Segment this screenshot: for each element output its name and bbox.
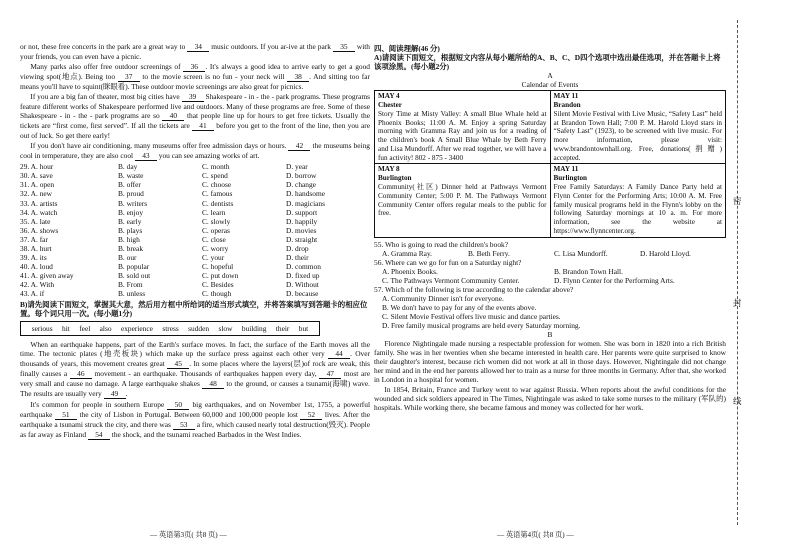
paragraph-text: with your friends, you can even have a picnic.	[20, 42, 370, 62]
question-option-a: 38. A. hurt	[20, 243, 52, 253]
paragraph-text: . Over thousands of years, this movement creates great	[20, 348, 370, 368]
question-option: D. fixed up	[286, 270, 320, 280]
question-option: D. change	[286, 180, 316, 190]
event-cell	[375, 164, 551, 237]
question-option-a: 36. A. shows	[20, 225, 59, 235]
question-option: C. worry	[202, 243, 229, 253]
question-option: B. plays	[118, 225, 143, 235]
paragraph-text: that people line up for hours to get free tickets. Usually the tickets are “first come, first served”. If all the tickets are	[20, 111, 370, 131]
paragraph-text: Many parks also offer free outdoor screenings of	[30, 62, 184, 72]
cloze-paragraph-4	[20, 141, 370, 161]
event-date: MAY 4	[378, 92, 400, 101]
blank-number: 50	[167, 400, 189, 410]
question-option: C. learn	[202, 207, 226, 217]
paragraph-text: Shakespeare - in - the - park programs. These programs feature different works of Shakespeare performed live and outdoors. Many of these programs are free. Some of these Shakespeare - in - the - park programs are so	[20, 92, 370, 121]
cloze-paragraph-1	[20, 42, 370, 61]
paragraph-text: If you don't have air conditioning, many museums offer free admission days or hours.	[30, 141, 289, 151]
question-55: 55. Who is going to read the children's book?	[374, 239, 508, 249]
paragraph-text: big earthquakes, and on November 1st, 1755, a powerful earthquake	[20, 400, 370, 420]
paragraph-text: the museums being cool in temperature, they are also cool	[20, 141, 370, 161]
question-option-a: 43. A. if	[20, 288, 45, 298]
paragraph-text: a fire, which caused nearly total destruction(毁灭). People as far away as Finland	[20, 420, 370, 440]
paragraph-text: the shock, and the tsunami reached Barbados in the West Indies.	[109, 430, 302, 440]
section-b-title: B)请先阅读下面短文，掌握其大意，然后用方框中所给词的适当形式填空，并将答案填写到答题卡的相应位置。每个词只用一次。(每小题1分)	[20, 299, 368, 318]
blank-number: 39	[182, 92, 204, 102]
paragraph-text: . In some places where the layers(层)of rock are weak, this finally causes a	[20, 359, 370, 379]
question-option: C. operas	[202, 225, 230, 235]
question-option: C. choose	[202, 180, 232, 190]
option: D. Flynn Center for the Performing Arts.	[554, 275, 675, 285]
question-option-a: 37. A. far	[20, 234, 48, 244]
blank-number: 47	[319, 369, 341, 379]
question-option: B. unless	[118, 288, 146, 298]
event-text: Community(社区) Dinner held at Pathways Vermont Community Center; 5:00 P. M. The Pathways Vermont Community Center offers regular meals to the public for free.	[378, 182, 547, 218]
word-box-item: also	[99, 323, 112, 333]
blank-number: 42	[288, 141, 310, 151]
option: D. Harold Lloyd.	[640, 248, 691, 258]
event-cell	[550, 164, 726, 237]
question-55-options	[374, 249, 726, 258]
seal-line	[737, 20, 738, 525]
word-box-item: serious	[31, 323, 53, 333]
blank-number: 41	[192, 121, 214, 131]
seal-char-3: 线	[733, 396, 742, 406]
reading-instruction: A)请阅读下面短文，根据短文内容从每小题所给的A、B、C、D四个选项中选出最佳选项，并在答题卡上将该项涂黑。(每小题2分)	[374, 53, 721, 72]
question-option: D. common	[286, 261, 321, 271]
event-cell	[375, 91, 551, 164]
question-option: B. proud	[118, 189, 144, 199]
blank-number: 53	[173, 420, 195, 430]
option: C. Lisa Mundorff.	[554, 248, 608, 258]
blank-number: 34	[187, 42, 209, 52]
question-option: C. your	[202, 252, 225, 262]
option: A. Community Dinner isn't for everyone.	[382, 293, 504, 303]
option: B. Brandon Town Hall.	[554, 266, 623, 276]
blank-number: 49	[104, 389, 126, 399]
question-option: B. writers	[118, 198, 148, 208]
question-option: B. offer	[118, 180, 141, 190]
paragraph-text: When an earthquake happens, part of the Earth's surface moves. In fact, the surface of the Earth moves all the time. The tectonic plates (地壳板块) which make up the surface press against each other very	[20, 339, 370, 358]
event-place: Burlington	[378, 174, 412, 183]
question-grid	[20, 162, 370, 297]
word-box-item: feel	[79, 323, 91, 333]
question-option-a: 32. A. new	[20, 189, 53, 199]
question-option: C. close	[202, 234, 226, 244]
blank-number: 45	[167, 359, 189, 369]
question-option: C. famous	[202, 189, 233, 199]
blank-number: 44	[328, 349, 350, 359]
event-date: MAY 11	[553, 165, 579, 174]
paragraph-text: . And sitting too far means you'll have to squint(眯眼看). These outdoor movie screenings are also great for picnics.	[20, 72, 371, 92]
question-option: D. Without	[286, 279, 319, 289]
left-page	[20, 42, 370, 546]
question-option: D. movies	[286, 225, 317, 235]
question-option: C. slowly	[202, 216, 231, 226]
question-option: C. spend	[202, 171, 228, 181]
calendar-table	[374, 90, 726, 238]
word-box-item: experience	[120, 323, 153, 333]
question-option: C. Besides	[202, 279, 234, 289]
option: B. Beth Ferry.	[468, 248, 510, 258]
paragraph-text: you can see amazing works of art.	[156, 151, 260, 161]
question-option: D. because	[286, 288, 319, 298]
question-option-a: 39. A. its	[20, 252, 47, 262]
option: D. Free family musical programs are held every Saturday morning.	[382, 320, 581, 330]
question-option: B. sold out	[118, 270, 151, 280]
seal-char-2: 封	[733, 298, 742, 308]
paragraph-text: movement - an earthquake. Thousands of earthquakes happen every day,	[91, 369, 320, 379]
option: A. Phoenix Books.	[382, 266, 438, 276]
right-page	[374, 44, 726, 546]
question-option: D. handsome	[286, 189, 325, 199]
event-text: Story Time at Misty Valley: A small Blue Whale held at Phoenix Books; 11:00 A. M. Enjoy a spring Saturday morning with Gramma Ray and join us for a reading of the children's book A Small Blue Whale by Beth Ferry and Lisa Mundorff. After we read together, we will have a fun activity! 802 - 875 - 3400	[378, 109, 547, 162]
paragraph-text: to the ground, or causes a tsunami(海啸) wave. The results are usually very	[20, 379, 370, 399]
paragraph-text: to the movie screen is no fun - your neck will	[139, 72, 288, 82]
blank-number: 40	[162, 111, 184, 121]
question-option: D. support	[286, 207, 318, 217]
question-option-a: 35. A. late	[20, 216, 51, 226]
option: C. The Pathways Vermont Community Center.	[382, 275, 520, 285]
blank-number: 35	[333, 42, 355, 52]
seal-char-1: 密	[733, 196, 742, 206]
event-date: MAY 11	[553, 92, 579, 101]
paragraph-text: It's common for people in southern Europe	[30, 400, 168, 410]
question-option: D. drop	[286, 243, 309, 253]
event-text: Free Family Saturdays: A Family Dance Party held at Flynn Center for the Performing Arts; 10:00 A. M. Free family musical programs held in the Flynn's lobby on the following Saturday mornings at 10 a. m. For more information, see the website at https://www.flynncenter.org.	[553, 182, 722, 235]
paragraph-text: music outdoors. If you ar-ive at the park	[209, 42, 333, 51]
question-option: C. though	[202, 288, 232, 298]
event-cell	[550, 91, 726, 164]
reading-section-title: 四、阅读理解(46 分)	[374, 44, 440, 53]
option: B. We don't have to pay for any of the events above.	[382, 302, 537, 312]
word-box-item: but	[298, 323, 309, 333]
question-option: C. put down	[202, 270, 239, 280]
event-place: Brandon	[553, 100, 581, 109]
question-option: D. year	[286, 162, 308, 172]
paragraph-text: . It's always a good idea to arrive early to get a good viewing spot(地点). Being too	[20, 62, 370, 82]
event-place: Chester	[378, 100, 402, 109]
paragraph-text: or not, these free concerts in the park are a great way to	[20, 42, 188, 51]
question-option: D. straight	[286, 234, 318, 244]
question-option: B. our	[118, 252, 137, 262]
question-option: B. enjoy	[118, 207, 144, 217]
paragraph-text: most are very small and cause no damage. A large earthquake shakes	[20, 369, 370, 389]
blank-number: 46	[70, 369, 92, 379]
word-box-item: stress	[162, 323, 179, 333]
question-56: 56. Where can we go for fun on a Saturday night?	[374, 257, 522, 267]
blank-number: 36	[183, 62, 205, 72]
paragraph-text: before you get to the front of the line, then you are out of luck. So get there early!	[20, 121, 370, 141]
cloze-paragraph-3	[20, 92, 370, 140]
paragraph-text: If you are a big fan of theater, most big cities have	[30, 92, 182, 102]
question-option: C. month	[202, 162, 230, 172]
question-option-a: 30. A. save	[20, 171, 53, 181]
cloze-questions	[20, 162, 370, 297]
question-option: D. happily	[286, 216, 318, 226]
passage-b-paragraph-2: In 1854, Britain, France and Turkey went to war against Russia. When reports about the awful conditions for the wounded and sick soldiers appeared in The Times, Nightingale was asked to take some nurses to the military (军队的) hospitals. While working there, she became famous and money was collected for her work.	[374, 385, 726, 413]
question-option: C. hopeful	[202, 261, 234, 271]
blank-number: 52	[300, 410, 322, 420]
question-option: C. dentists	[202, 198, 234, 208]
question-option-a: 40. A. loud	[20, 261, 53, 271]
question-option: B. From	[118, 279, 143, 289]
cloze-paragraph-2	[20, 62, 370, 91]
question-option: B. day	[118, 162, 138, 172]
blank-number: 43	[135, 151, 157, 161]
page-footer-right: — 英语第4页( 共8 页) —	[497, 531, 574, 539]
question-option-a: 29. A. hour	[20, 162, 54, 172]
question-option: B. early	[118, 216, 142, 226]
page-footer-left: — 英语第3页( 共8 页) —	[150, 531, 227, 539]
blank-number: 38	[287, 72, 309, 82]
question-57: 57. Which of the following is true according to the calendar above?	[374, 284, 574, 294]
option: A. Gramma Ray.	[382, 248, 433, 258]
passage-b-paragraph-1: Florence Nightingale made nursing a respectable profession for women. She was born in 1820 into a rich British family. She was in her twenties when she became interested in health care. Her parents were quite surprised to know their daughter's interest, because rich women did not work at all in those days. However, Nightingale did not change her mind and in the end her parents allowed her to train as a nurse for three months in Germany. After that, she worked in London in a hospital for women.	[374, 339, 726, 385]
blank-number: 54	[88, 430, 110, 440]
question-option-a: 41. A. given away	[20, 270, 74, 280]
word-box-item: building	[241, 323, 267, 333]
fill-paragraph-2	[20, 400, 370, 440]
question-option: D. borrow	[286, 171, 317, 181]
blank-number: 37	[118, 72, 140, 82]
question-option: D. magicians	[286, 198, 325, 208]
word-box-item: sudden	[188, 323, 210, 333]
paragraph-text: the city of Lisbon in Portugal. Between 60,000 and 100,000 people lost	[76, 410, 301, 420]
question-option: B. break	[118, 243, 144, 253]
fill-paragraph-1	[20, 340, 370, 399]
word-box-item: their	[275, 323, 290, 333]
paragraph-text: .	[125, 389, 128, 399]
question-56-options	[374, 267, 726, 285]
question-option: B. high	[118, 234, 140, 244]
question-option: D. their	[286, 252, 309, 262]
passage-a-letter: A	[547, 71, 553, 81]
event-date: MAY 8	[378, 165, 400, 174]
passage-b-letter: B	[547, 329, 553, 339]
event-text: Silent Movie Festival with Live Music, “Safety Last” held at Brandon Town Hall; 7:00 P. M. Harold Lloyd stars in “Safety Last” (1923), to be screened with live music. For more information, please visit: www.brandontownhall.org. Free, donations(捐赠) accepted.	[553, 109, 722, 162]
blank-number: 51	[55, 410, 77, 420]
question-57-options	[374, 294, 726, 330]
word-box-item: hit	[62, 323, 70, 333]
event-place: Burlington	[553, 174, 588, 183]
question-option-a: 31. A. open	[20, 180, 55, 190]
question-option: B. waste	[118, 171, 144, 181]
question-option-a: 42. A. With	[20, 279, 55, 289]
blank-number: 48	[202, 379, 224, 389]
option: C. Silent Movie Festival offers live music and dance parties.	[382, 311, 561, 321]
word-box-item: slow	[218, 323, 233, 333]
word-box	[20, 321, 320, 336]
question-option: B. popular	[118, 261, 150, 271]
calendar-title: Calendar of Events	[521, 80, 579, 90]
question-option-a: 34. A. watch	[20, 207, 58, 217]
paragraph-text: lives. After the earthquake a tsunami struck the city, and there was	[20, 410, 370, 430]
question-option-a: 33. A. artists	[20, 198, 58, 208]
